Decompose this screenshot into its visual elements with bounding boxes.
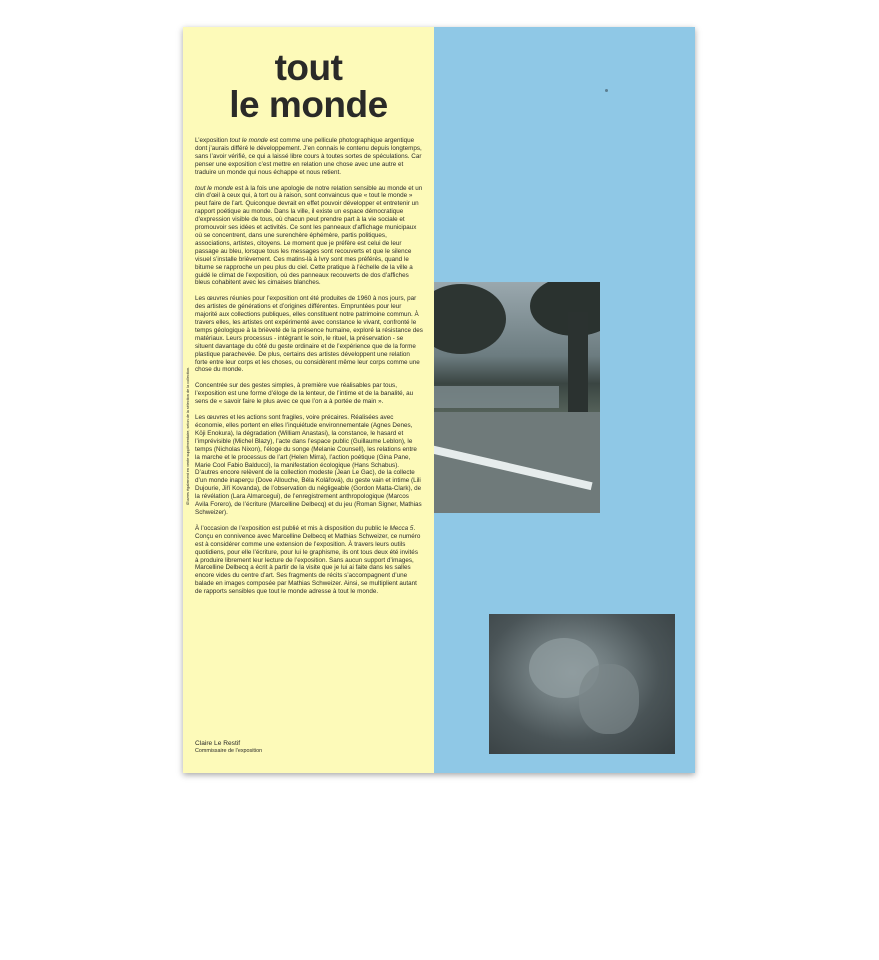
signature [195,740,395,755]
paragraph-5: Les œuvres et les actions sont fragiles, voire précaires. Réalisées avec économie, elles portent en elles l’inquiétude environnementale (Agnes Denes, Kōji Enokura), la dégradation (William Anastasi), la constance, le hasard et l’imprévisible (Michel Blazy), l’acte dans l’espace public (Guillaume Leblon), le temps (Nicholas Nixon), l’éloge du songe (Melanie Counsell), les relations entre la marche et le processus de l’art (Helen Mirra), l’action poétique (Gina Pane, Marie Cool Fabio Balducci), la manifestation écologique (Hans Schabus). D’autres encore relèvent de la collection modeste (Jean Le Gac), de la collecte d’un monde inaperçu (Dove Allouche, Béla Kolářová), du geste vain et intime (Lili Dujourie, Jiří Kovanda), de l’observation du négligeable (Gordon Matta-Clark), de la révélation (Lara Almarcegui), de l’enregistrement anthropologique (Marcos Avila Forero), de l’écriture (Marcelline Delbecq) et du jeu (Roman Signer, Mathias Schweizer). [195,414,422,516]
paragraph-4: Concentrée sur des gestes simples, à première vue réalisables par tous, l’exposition est une forme d’éloge de la lenteur, de l’intime et de la banalité, au sens de « savoir faire le plus avec ce que l’on a à portée de main ». [195,382,414,406]
poster-title [183,49,434,123]
exhibition-poster [183,27,695,773]
title-line-1: tout [274,47,343,88]
landscape-photo [434,282,600,513]
essay-text [195,137,423,604]
vertical-note: Œuvres également en vente supplémentaire, selon de la sélection de la collection. [186,366,190,506]
hands-photo [489,614,675,754]
speck [605,89,608,92]
paragraph-2: tout le monde est à la fois une apologie de notre relation sensible au monde et un clin d’œil à ceux qui, à tort ou à raison, sont convaincus que « tout le monde » peut faire de l’art. Quiconque devrait en effet pouvoir développer et entretenir un rapport poétique au monde. Dans la ville, il existe un espace démocratique d’expression visible de tous, où chacun peut prendre part à la vie sociale et promouvoir ses idées et activités. Ce sont les panneaux d’affichage municipaux où se concentrent, dans une surenchère éphémère, partis politiques, associations, artistes, citoyens. Le moment que je préfère est celui de leur passage au bleu, lorsque tous les messages sont recouverts et que le silence visuel s’installe brièvement. Ces matins-là à Ivry sont mes préférés, quand le bitume se rapproche un peu plus du ciel. Cette pratique à l’échelle de la ville a guidé le climat de l’exposition, où des panneaux recouverts de dos d’affiches bleus cohabitent avec les cimaises blanches. [195,184,423,287]
paragraph-3: Les œuvres réunies pour l’exposition ont été produites de 1960 à nos jours, par des artistes de générations et d’origines différentes. Empruntées pour leur majorité aux collections publiques, elles constituent notre patrimoine commun. À travers elles, les artistes ont expérimenté avec constance le vivant, confronté le temps géologique à la brièveté de la présence humaine, exploré la résistance des matériaux. Leurs processus - intégrant le soin, le rituel, la préservation - se situent davantage du côté du geste ordinaire et de l’expérience que de la forme plastique parachevée. De plus, certains des artistes développent une relation forte entre leur corps et les choses, ou considèrent même leur corps comme une chose du monde. [195,295,423,374]
paragraph-6: À l’occasion de l’exposition est publié et mis à disposition du public le Mecca 5. Conçu en connivence avec Marcelline Delbecq et Mathias Schweizer, ce numéro est à considérer comme une extension de l’exposition. À travers leurs outils quotidiens, pour elle l’écriture, pour lui le graphisme, ils ont tous deux été invités à produire librement leur lecture de l’exposition. Sans aucun support d’images, Marcelline Delbecq a écrit à partir de la visite que je lui ai faite dans les salles encore vides du centre d’art. Ses fragments de récits s’accompagnent d’une balade en images composée par Mathias Schweizer. Ainsi, se multiplient autant de rapports sensibles que tout le monde adresse à tout le monde. [195,524,421,596]
paragraph-1: L’exposition tout le monde est comme une pellicule photographique argentique dont j’aurais différé le développement. J’en connais le contenu depuis longtemps, sans l’avoir vérifié, ce qui a laissé libre cours à toutes sortes de spéculations. Car penser une exposition c’est mettre en relation une chose avec une autre et traduire un monde qui nous échappe et nous retient. [195,137,422,176]
title-line-2: le monde [229,84,388,125]
text-panel [183,27,434,773]
signature-name: Claire Le Restif [195,740,241,747]
signature-role: Commissaire de l’exposition [195,748,263,754]
